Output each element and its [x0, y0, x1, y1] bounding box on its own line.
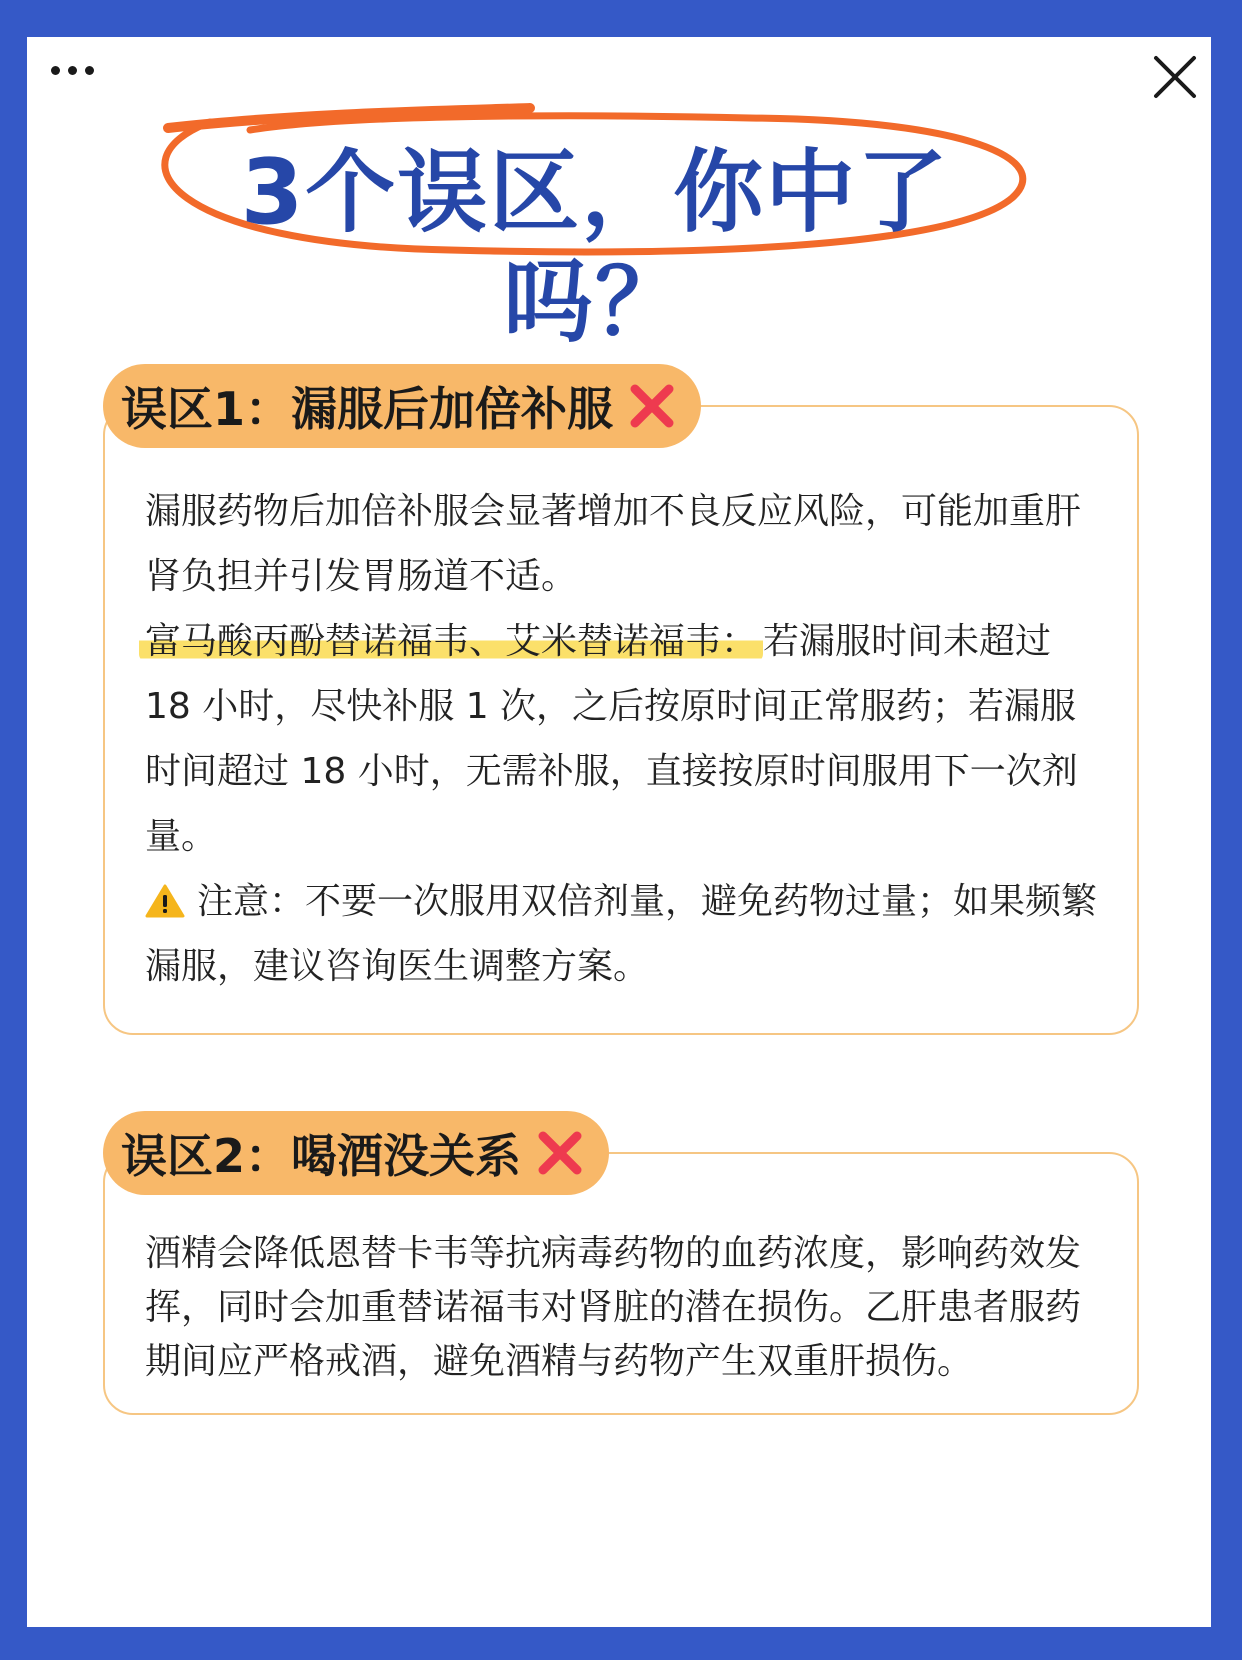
more-dots-icon	[51, 66, 60, 75]
section-1-tag	[103, 364, 701, 448]
section-2-body	[145, 1227, 1100, 1389]
section-2-tag-label: 误区2：喝酒没关系	[121, 1129, 522, 1183]
section-2-paragraph-1: 酒精会降低恩替卡韦等抗病毒药物的血药浓度，影响药效发挥，同时会加重替诺福韦对肾脏的潜在损伤。乙肝患者服药期间应严格戒酒，避免酒精与药物产生双重肝损伤。	[145, 1233, 1082, 1382]
close-button[interactable]	[1148, 50, 1202, 104]
drug-name-highlight: 富马酸丙酚替诺福韦、艾米替诺福韦：	[139, 621, 763, 662]
more-options-button[interactable]	[42, 50, 102, 90]
section-2-tag	[103, 1111, 609, 1195]
section-1-note-text: 注意：不要一次服用双倍剂量，避免药物过量；如果频繁漏服，建议咨询医生调整方案。	[145, 881, 1098, 987]
cross-mark-icon	[537, 1130, 583, 1176]
title-area	[150, 100, 1040, 355]
section-1-paragraph-1: 漏服药物后加倍补服会显著增加不良反应风险，可能加重肝肾负担并引发胃肠道不适。	[145, 491, 1082, 597]
warning-icon	[145, 883, 185, 919]
section-1-tag-label: 误区1：漏服后加倍补服	[121, 382, 614, 436]
section-1-body	[145, 479, 1100, 999]
cross-mark-icon	[629, 383, 675, 429]
section-1-paragraph-2	[145, 609, 1100, 869]
missed-dose-guidance: 若漏服时间未超过 18 小时，尽快补服 1 次，之后按原时间正常服药；若漏服时间超过 18 小时，无需补服，直接按原时间服用下一次剂量。	[145, 621, 1078, 857]
page-title: 3个误区，你中了吗？	[240, 140, 950, 355]
section-1-note	[145, 869, 1100, 999]
close-x-icon	[1148, 50, 1202, 104]
